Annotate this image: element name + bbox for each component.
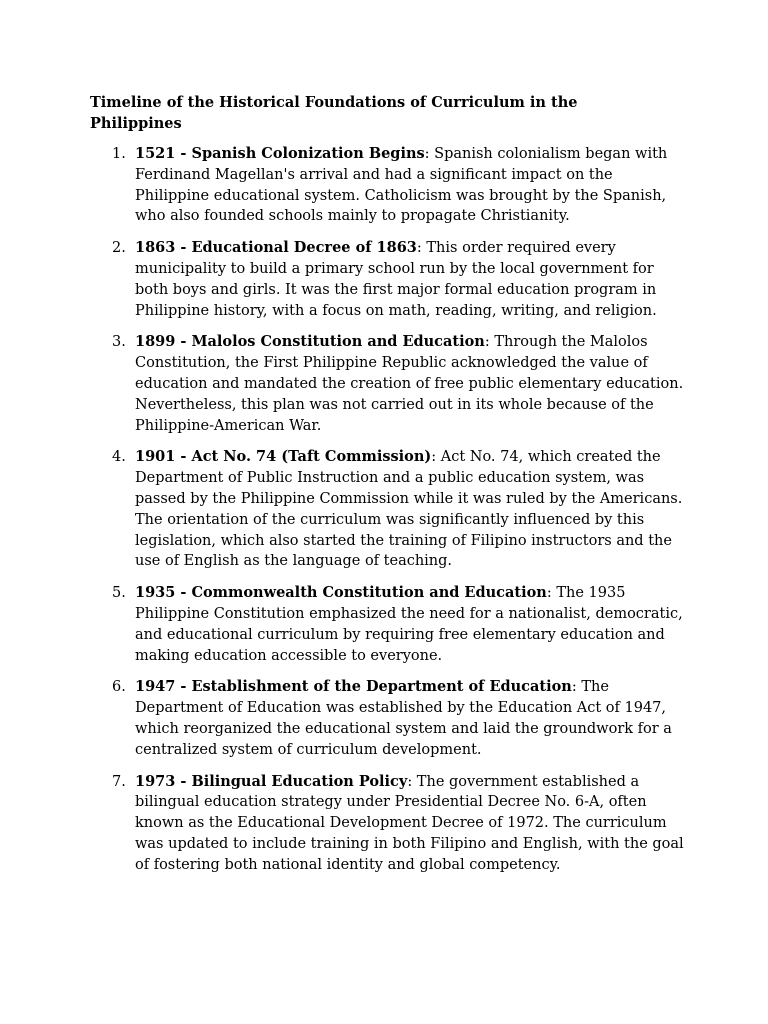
item-text: : Through the Malolos Constitution, the First Philippine Republic acknowledged the value of education and mandated the creation of free public elementary education. Nevertheless, this plan was not carried out in its whole because of the Philippine-American War. xyxy=(135,334,684,434)
item-number: 6. xyxy=(112,679,126,696)
timeline-item xyxy=(90,772,690,876)
timeline-item xyxy=(90,447,690,572)
item-heading: 1899 - Malolos Constitution and Education xyxy=(135,333,485,351)
item-text: : Act No. 74, which created the Department of Public Instruction and a public education system, was passed by the Philippine Commission while it was ruled by the Americans. The orientation of the curriculum was significantly influenced by this legislation, which also started the training of Filipino instructors and the use of English as the language of teaching. xyxy=(135,449,683,570)
item-number: 5. xyxy=(112,585,126,602)
item-heading: 1901 - Act No. 74 (Taft Commission) xyxy=(135,448,432,466)
item-number: 2. xyxy=(112,240,126,257)
timeline-item xyxy=(90,677,690,760)
item-number: 7. xyxy=(112,773,126,790)
item-text: : The government established a bilingual education strategy under Presidential Decree No. 6-A, often known as the Educational Development Decree of 1972. The curriculum was updated to include training in both Filipino and English, with the goal of fostering both national identity and global competency. xyxy=(135,773,684,873)
item-heading: 1521 - Spanish Colonization Begins xyxy=(135,145,425,162)
document-title: Timeline of the Historical Foundations of Curriculum in the Philippines xyxy=(90,94,578,132)
timeline-item xyxy=(90,238,690,321)
item-heading: 1947 - Establishment of the Department of Education xyxy=(135,678,572,696)
item-text: : The Department of Education was established by the Education Act of 1947, which reorganized the educational system and laid the groundwork for a centralized system of curriculum development. xyxy=(135,679,672,758)
item-text: : This order required every municipality to build a primary school run by the local government for both boys and girls. It was the first major formal education program in Philippine history, with a focus on math, reading, writing, and religion. xyxy=(135,240,657,319)
item-heading: 1863 - Educational Decree of 1863 xyxy=(135,239,417,257)
item-text: : The 1935 Philippine Constitution emphasized the need for a nationalist, democratic, and educational curriculum by requiring free elementary education and making education accessible to everyone. xyxy=(135,585,683,664)
item-number: 3. xyxy=(112,334,126,351)
timeline-list xyxy=(90,144,690,876)
item-heading: 1973 - Bilingual Education Policy xyxy=(135,772,408,790)
item-text: : Spanish colonialism began with Ferdinand Magellan's arrival and had a significant impact on the Philippine educational system. Catholicism was brought by the Spanish, who also founded schools mainly to propagate Christianity. xyxy=(135,146,668,225)
timeline-item xyxy=(90,583,690,666)
item-number: 1. xyxy=(112,146,126,162)
timeline-item xyxy=(90,332,690,436)
item-number: 4. xyxy=(112,449,126,466)
document-page xyxy=(90,92,690,887)
item-heading: 1935 - Commonwealth Constitution and Education xyxy=(135,584,547,602)
timeline-item xyxy=(90,144,690,227)
